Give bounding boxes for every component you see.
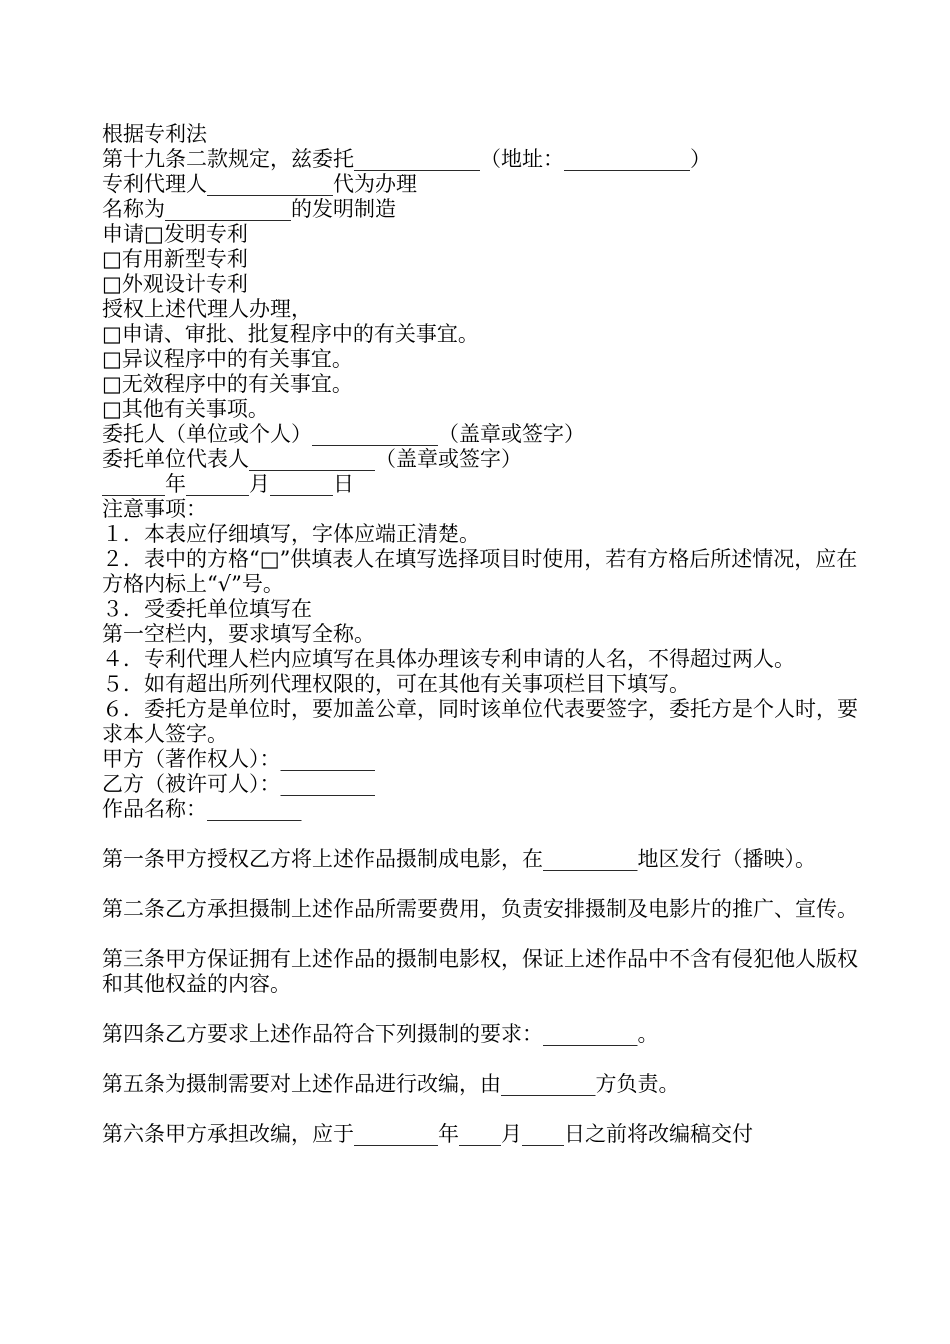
scope-item: □无效程序中的有关事宜。 bbox=[102, 372, 353, 396]
spacer bbox=[102, 872, 862, 897]
spacer bbox=[102, 1047, 862, 1072]
date-line: ______年______月______日 bbox=[102, 472, 354, 496]
scope-item: □申请、审批、批复程序中的有关事宜。 bbox=[102, 322, 479, 346]
spacer bbox=[102, 922, 862, 947]
utility-model-option: □有用新型专利 bbox=[102, 247, 248, 271]
apply-invention-option: 申请□发明专利 bbox=[102, 222, 248, 246]
spacer bbox=[102, 997, 862, 1022]
contract-article: 第一条甲方授权乙方将上述作品摄制成电影，在_________地区发行（播映）。 bbox=[102, 847, 816, 871]
contract-article: 第二条乙方承担摄制上述作品所需要费用，负责安排摄制及电影片的推广、宣传。 bbox=[102, 897, 858, 921]
principal-line: 委托人（单位或个人）____________（盖章或签字） bbox=[102, 422, 585, 446]
name-line: 名称为____________的发明制造 bbox=[102, 197, 396, 221]
document-body bbox=[102, 122, 862, 1147]
contract-article: 第三条甲方保证拥有上述作品的摄制电影权，保证上述作品中不含有侵犯他人版权和其他权益的内容。 bbox=[102, 947, 858, 996]
article-line: 第十九条二款规定，兹委托____________（地址：____________） bbox=[102, 147, 711, 171]
spacer bbox=[102, 822, 862, 847]
representative-line: 委托单位代表人____________（盖章或签字） bbox=[102, 447, 522, 471]
party-a-line: 甲方（著作权人）：_________ bbox=[102, 747, 375, 771]
contract-article: 第六条甲方承担改编，应于________年____月____日之前将改编稿交付 bbox=[102, 1122, 753, 1146]
spacer bbox=[102, 1097, 862, 1122]
note-item: ５．如有超出所列代理权限的，可在其他有关事项栏目下填写。 bbox=[102, 672, 690, 696]
design-patent-option: □外观设计专利 bbox=[102, 272, 248, 296]
note-item: 第一空栏内，要求填写全称。 bbox=[102, 622, 375, 646]
note-item: ３．受委托单位填写在 bbox=[102, 597, 312, 621]
note-item: ６．委托方是单位时，要加盖公章，同时该单位代表要签字，委托方是个人时，要求本人签字。 bbox=[102, 697, 858, 746]
contract-article: 第五条为摄制需要对上述作品进行改编，由_________方负责。 bbox=[102, 1072, 680, 1096]
note-item: ４．专利代理人栏内应填写在具体办理该专利申请的人名，不得超过两人。 bbox=[102, 647, 795, 671]
scope-item: □其他有关事项。 bbox=[102, 397, 269, 421]
party-b-line: 乙方（被许可人）：_________ bbox=[102, 772, 375, 796]
doc-title: 根据专利法 bbox=[102, 122, 207, 146]
agent-line: 专利代理人____________代为办理 bbox=[102, 172, 417, 196]
note-item: ２．表中的方格“□”供填表人在填写选择项目时使用，若有方格后所述情况，应在方格内标上“√”号。 bbox=[102, 547, 858, 596]
contract-article: 第四条乙方要求上述作品符合下列摄制的要求：_________。 bbox=[102, 1022, 659, 1046]
notes-heading: 注意事项： bbox=[102, 497, 207, 521]
authorize-intro: 授权上述代理人办理， bbox=[102, 297, 312, 321]
work-name-line: 作品名称：_________ bbox=[102, 797, 302, 821]
scope-item: □异议程序中的有关事宜。 bbox=[102, 347, 353, 371]
note-item: １．本表应仔细填写，字体应端正清楚。 bbox=[102, 522, 480, 546]
